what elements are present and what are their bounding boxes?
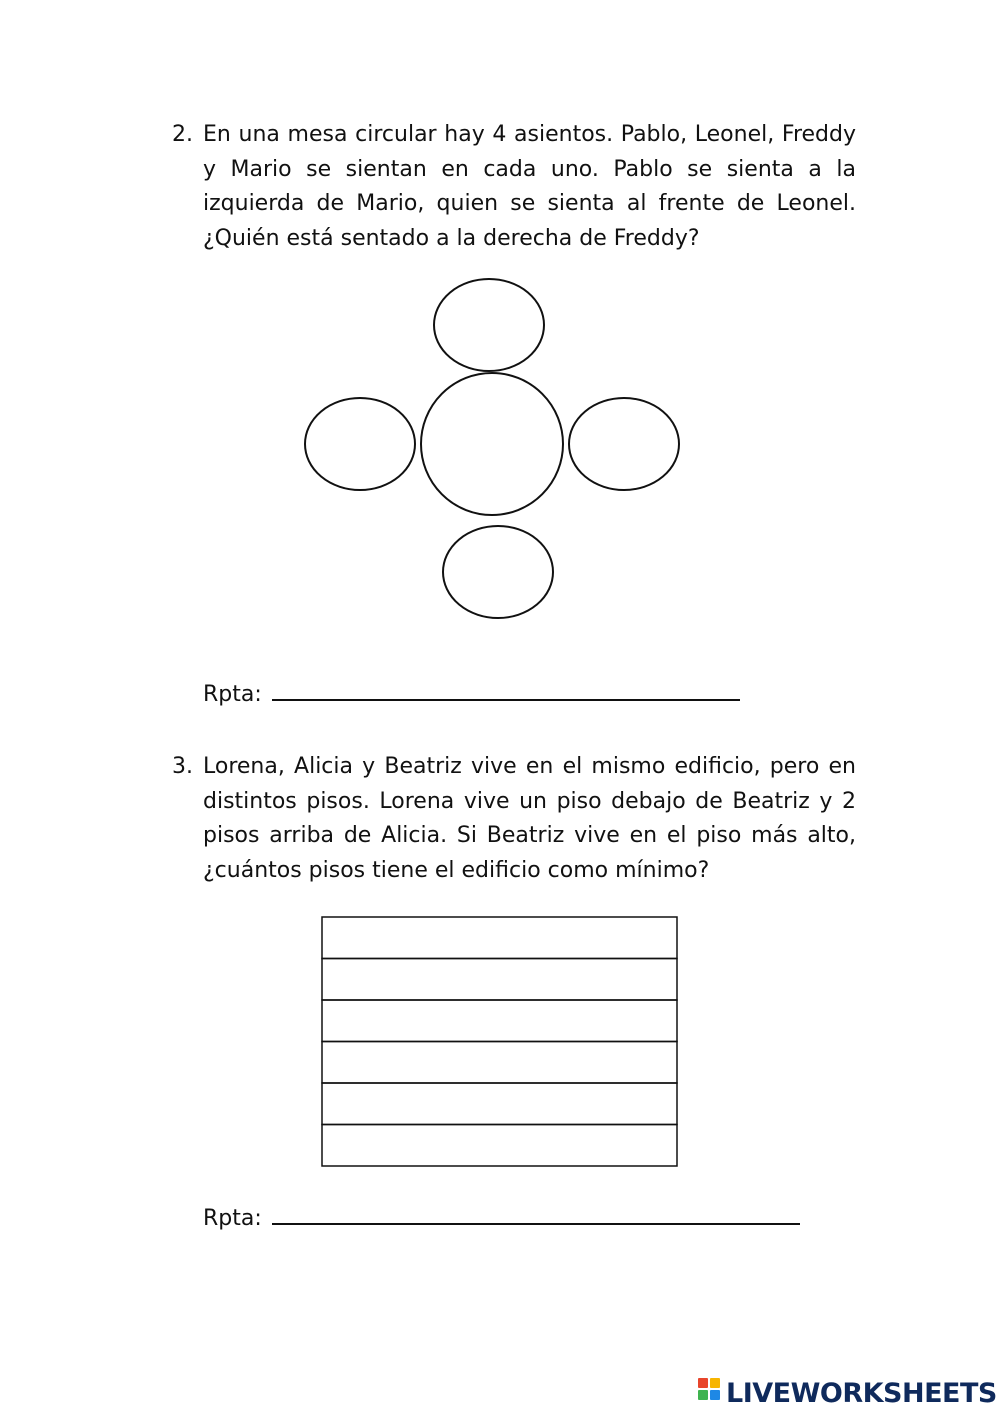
question-number: 2.: [172, 122, 193, 147]
liveworksheets-logo: [698, 1376, 997, 1410]
floor-5[interactable]: [322, 959, 677, 1001]
question-text: Lorena, Alicia y Beatriz vive en el mismo edificio, pero en distintos pisos. Lorena vive un piso debajo de Beatriz y 2 pisos arriba de Alicia. Si Beatriz vive en el piso más alto, ¿cuántos pisos tiene el edificio como mínimo?: [203, 754, 856, 883]
answer-line[interactable]: [272, 1222, 800, 1225]
answer-3: [203, 1206, 800, 1231]
answer-2: [203, 682, 740, 707]
answer-line[interactable]: [272, 698, 740, 701]
floor-1[interactable]: [322, 1125, 677, 1167]
seat-right[interactable]: [569, 398, 679, 490]
floor-4[interactable]: [322, 1000, 677, 1042]
seat-left[interactable]: [305, 398, 415, 490]
logo-icon: [698, 1378, 722, 1408]
floor-3[interactable]: [322, 1042, 677, 1084]
question-text: En una mesa circular hay 4 asientos. Pablo, Leonel, Freddy y Mario se sientan en cada uno. Pablo se sienta a la izquierda de Mario, quien se sienta al frente de Leonel. ¿Quién está sentado a la derecha de Freddy?: [203, 122, 856, 251]
floor-6[interactable]: [322, 917, 677, 959]
answer-label: Rpta:: [203, 1206, 262, 1231]
round-table: [421, 373, 563, 515]
logo-text: LIVEWORKSHEETS: [726, 1377, 997, 1409]
seat-top[interactable]: [434, 279, 544, 371]
seat-bottom[interactable]: [443, 526, 553, 618]
building-floors: [322, 917, 677, 1166]
question-number: 3.: [172, 754, 193, 779]
answer-label: Rpta:: [203, 682, 262, 707]
floor-2[interactable]: [322, 1083, 677, 1125]
